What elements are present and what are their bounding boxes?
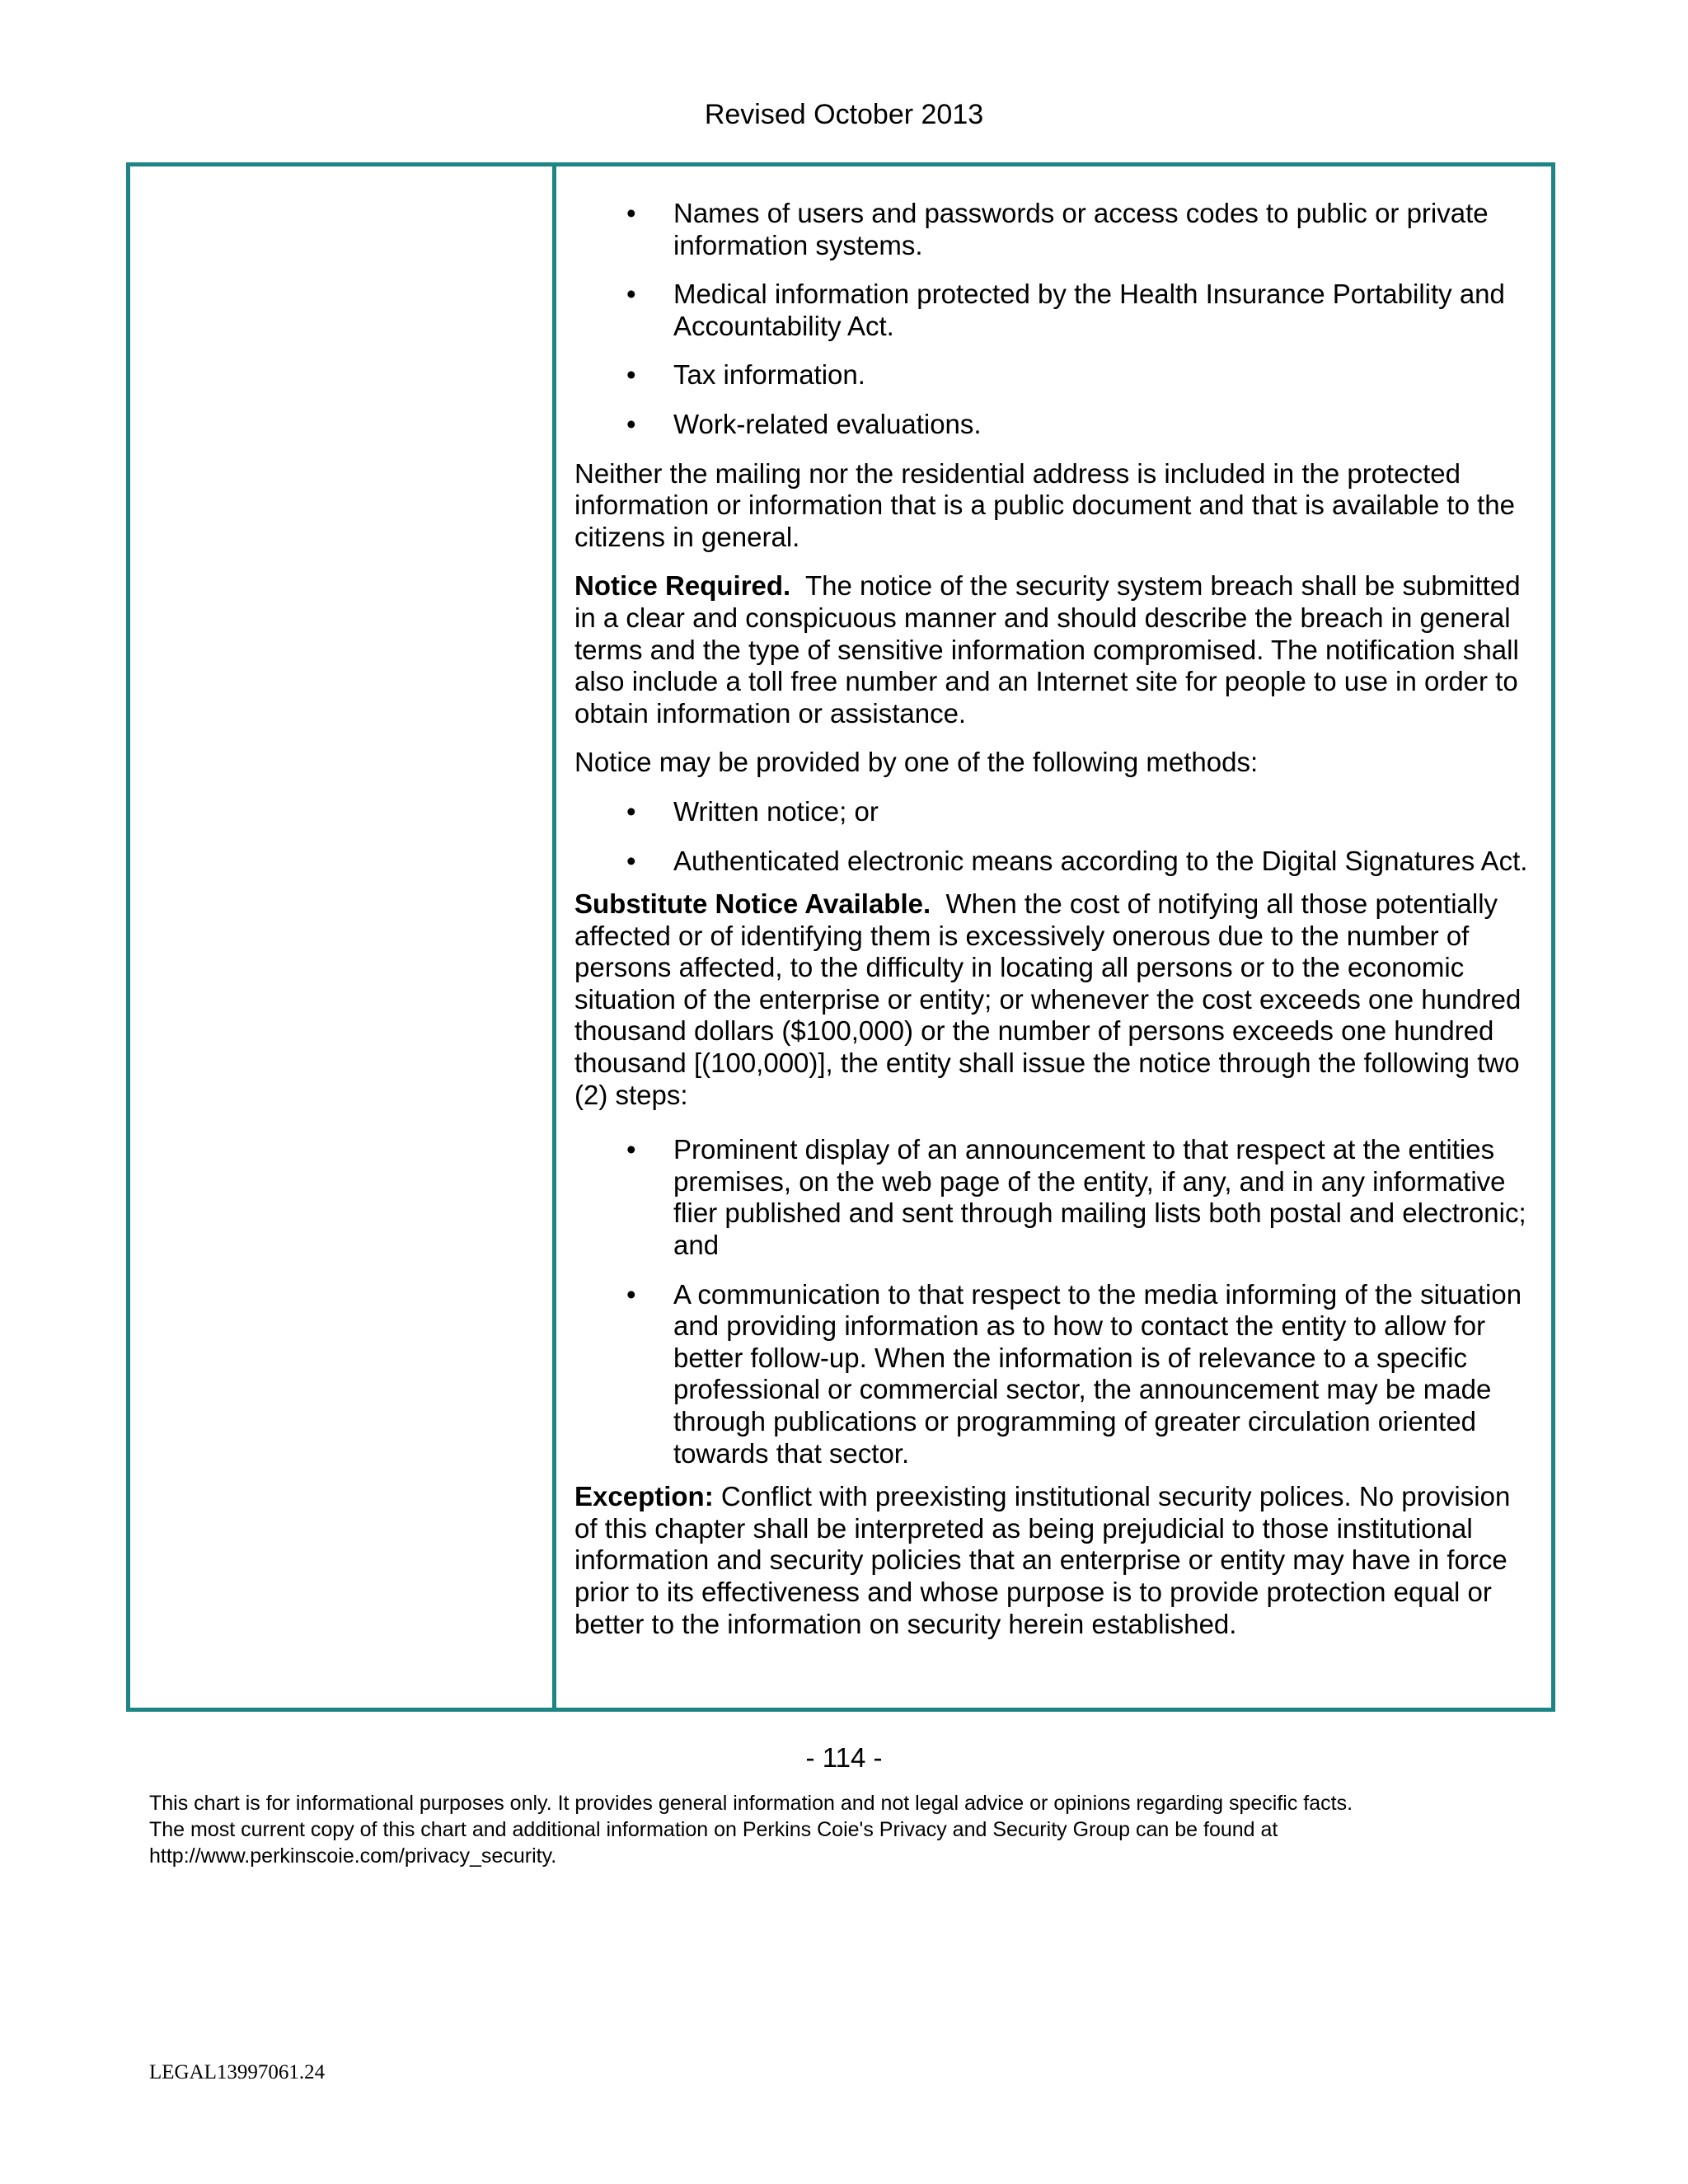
- footer-line: This chart is for informational purposes only. It provides general information and not legal advice or opinions regarding specific facts.: [149, 1792, 1353, 1815]
- bullet-icon: •: [626, 198, 636, 228]
- substitute-notice-paragraph: [574, 888, 1535, 1111]
- exception-heading: Exception:: [574, 1481, 714, 1512]
- disclaimer-footer: [149, 1790, 1633, 1869]
- bullet-icon: •: [626, 279, 636, 310]
- bullet-icon: •: [626, 1134, 636, 1165]
- footer-link: http://www.perkinscoie.com/privacy_security.: [149, 1844, 557, 1868]
- table-left-column: [130, 166, 556, 1708]
- substitute-notice-text: When the cost of notifying all those potentially affected or of identifying them is excessively onerous due to the number of persons affected, to the difficulty in locating all persons or to the economic situation of the enterprise or entity; or whenever the cost exceeds one hundred thousand dollars ($100,000) or the number of persons exceeds one hundred thousand [(100,000)], the entity shall issue the notice through the following two (2) steps:: [574, 888, 1522, 1110]
- notice-methods-list: [574, 796, 1535, 877]
- list-item: • Work-related evaluations.: [626, 408, 982, 439]
- list-item: • Prominent display of an announcement to that respect at the entities premises, on the web page of the entity, if any, and in any informative flier published and sent through mailing lists both postal and electronic; and: [626, 1134, 1526, 1261]
- address-paragraph: Neither the mailing nor the residential address is included in the protected information or information that is a public document and that is available to the citizens in general.: [574, 457, 1515, 552]
- protected-info-list: [574, 198, 1535, 441]
- notice-required-text: The notice of the security system breach shall be submitted in a clear and conspicuous manner and should describe the breach in general terms and the type of sensitive information compromised. The notification shall also include a toll free number and an Internet site for people to use in order to obtain information or assistance.: [574, 570, 1521, 729]
- list-item: • A communication to that respect to the media informing of the situation and providing information as to how to contact the entity to allow for better follow-up. When the information is of relevance to a specific professional or commercial sector, the announcement may be made through publications or programming of greater circulation oriented towards that sector.: [626, 1278, 1522, 1469]
- bullet-icon: •: [626, 1278, 636, 1310]
- list-item: • Tax information.: [626, 359, 865, 391]
- revision-header: Revised October 2013: [704, 99, 984, 130]
- list-item: • Names of users and passwords or access codes to public or private information systems.: [626, 198, 1489, 260]
- bullet-icon: •: [626, 845, 636, 876]
- bullet-icon: •: [626, 359, 636, 391]
- bullet-icon: •: [626, 795, 636, 827]
- content-table: [126, 162, 1555, 1712]
- exception-paragraph: [574, 1481, 1535, 1640]
- notice-required-paragraph: [574, 570, 1535, 729]
- document-id: LEGAL13997061.24: [149, 2061, 326, 2083]
- substitute-notice-heading: Substitute Notice Available.: [574, 888, 931, 920]
- list-item: • Authenticated electronic means according to the Digital Signatures Act.: [626, 845, 1528, 876]
- methods-intro: Notice may be provided by one of the following methods:: [574, 747, 1259, 778]
- list-item: • Written notice; or: [626, 795, 879, 827]
- list-item: • Medical information protected by the Health Insurance Portability and Accountability Act.: [626, 279, 1505, 341]
- exception-text: Conflict with preexisting institutional security polices. No provision of this chapter shall be interpreted as being prejudicial to those institutional information and security policies that an enterprise or entity may have in force prior to its effectiveness and whose purpose is to provide protection equal or better to the information on security herein established.: [574, 1481, 1511, 1639]
- table-right-column: [556, 166, 1551, 1708]
- bullet-icon: •: [626, 408, 636, 439]
- notice-required-heading: Notice Required.: [574, 570, 791, 602]
- page-number: - 114 -: [805, 1742, 883, 1773]
- substitute-steps-list: [574, 1134, 1535, 1469]
- footer-line: The most current copy of this chart and additional information on Perkins Coie's Privacy and Security Group can be found at: [149, 1818, 1278, 1841]
